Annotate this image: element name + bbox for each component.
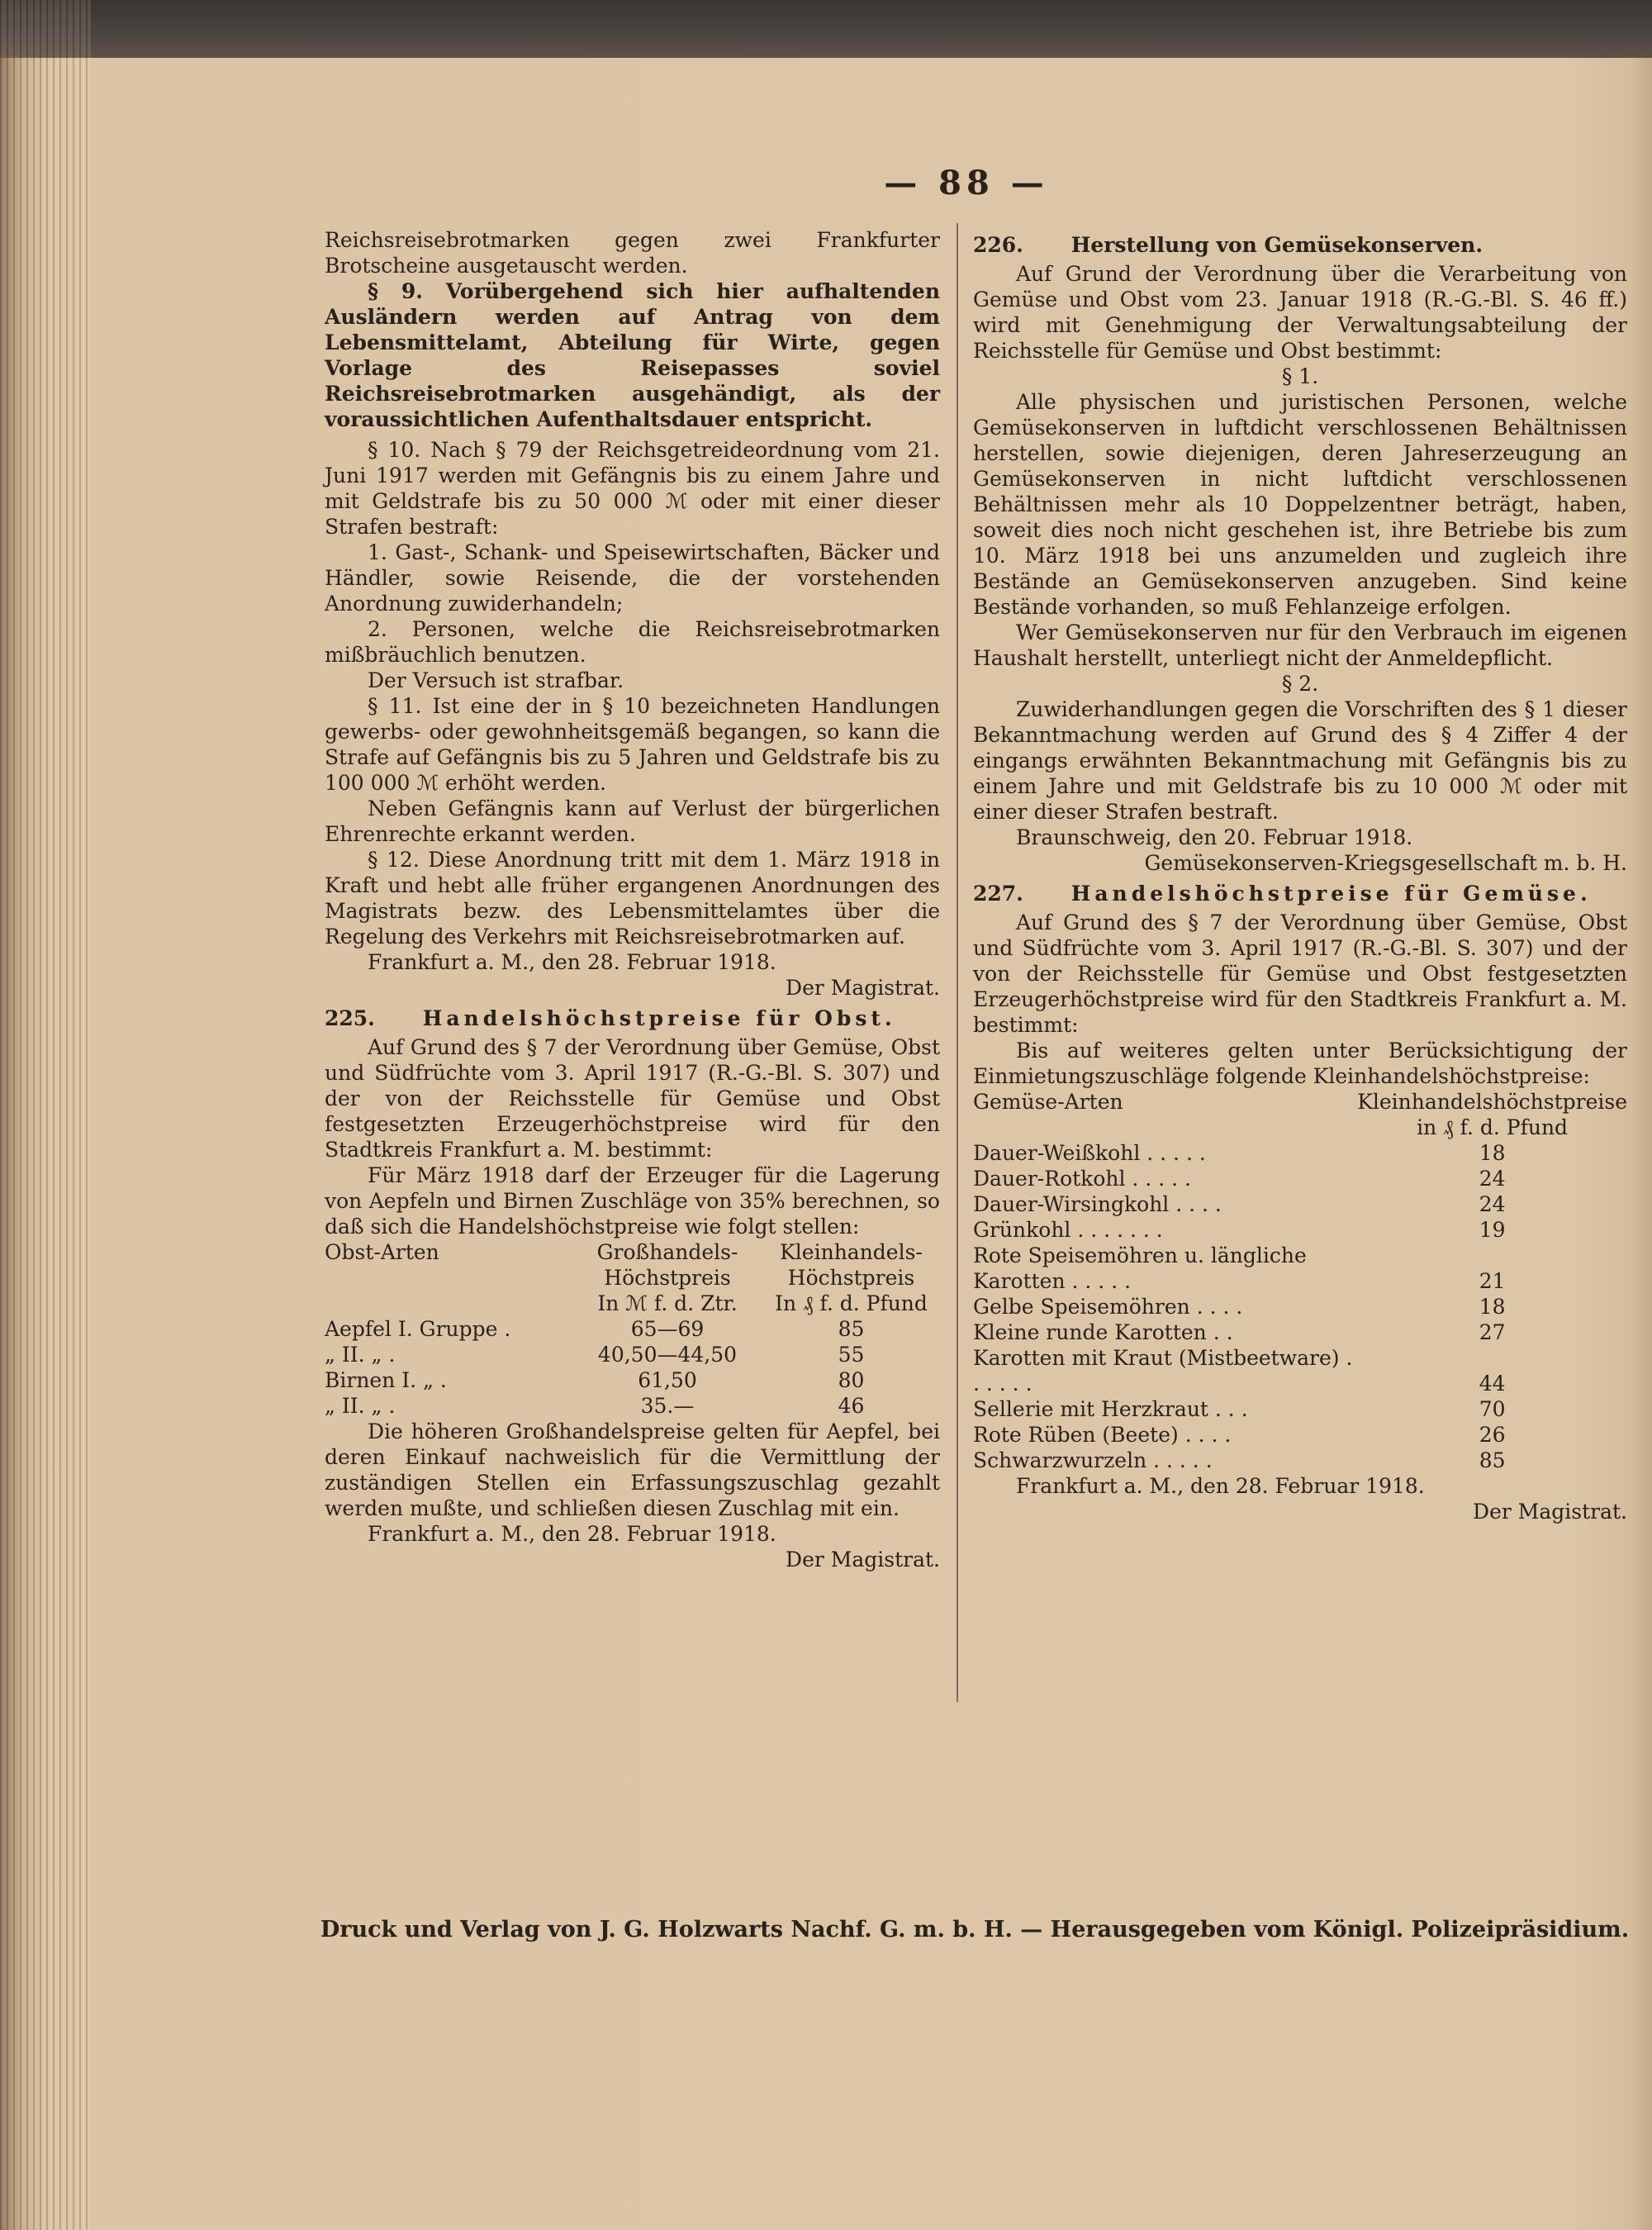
table-cell: 27 bbox=[1479, 1320, 1506, 1344]
table-header-cell: Kleinhandelshöchstpreise in ₰ f. d. Pfund bbox=[1357, 1090, 1627, 1139]
paragraph-10: § 10. Nach § 79 der Reichsgetreideordnung vom 21. Juni 1917 werden mit Gefängnis bis zu einem Jahre und mit Geldstrafe bis zu 50 000 ℳ oder mit einer dieser Strafen bestraft: bbox=[325, 438, 940, 539]
table-header-cell: Kleinhandels-Höchstpreis bbox=[780, 1240, 923, 1290]
section-number: 227. bbox=[973, 882, 1023, 906]
paragraph-10-item-2: 2. Personen, welche die Reichsreisebrotmarken mißbräuchlich benutzen. bbox=[325, 617, 940, 667]
section-226-paragraph-4: Zuwiderhandlungen gegen die Vorschriften des § 1 dieser Bekanntmachung werden auf Grund des § 4 Ziffer 4 der eingangs erwähnten Bekanntmachung mit Gefängnis bis zu einem Jahre und mit Geldstrafe bis zu 10 000 ℳ oder mit einer dieser Strafen bestraft. bbox=[973, 697, 1627, 824]
table-row bbox=[973, 1191, 1627, 1217]
table-cell: 46 bbox=[838, 1394, 865, 1418]
section-226-paragraph-1: Auf Grund der Verordnung über die Verarbeitung von Gemüse und Obst vom 23. Januar 1918 (R.-G.-Bl. S. 46 ff.) wird mit Genehmigung der Verwaltungsabteilung der Reichsstelle für Gemüse und Obst bestimmt: bbox=[973, 262, 1627, 363]
table-cell: Rote Speisemöhren u. längliche Karotten . . . . . bbox=[973, 1243, 1307, 1293]
paragraph-11: § 11. Ist eine der in § 10 bezeichneten Handlungen gewerbs- oder gewohnheitsgemäß begangen, so kann die Strafe auf Gefängnis bis zu 5 Jahren und Geldstrafe bis zu 100 000 ℳ erhöht werden. bbox=[325, 694, 940, 795]
table-row bbox=[973, 1422, 1627, 1448]
section-227-heading bbox=[973, 881, 1627, 906]
section-title: Handelshöchstpreise für Gemüse. bbox=[1070, 882, 1592, 906]
table-row bbox=[973, 1345, 1627, 1396]
table-cell: 44 bbox=[1479, 1372, 1506, 1396]
table-header-row bbox=[973, 1089, 1627, 1140]
table-cell: 80 bbox=[838, 1368, 865, 1392]
section-226-subsection-1: § 1. bbox=[1281, 364, 1319, 388]
table-header-row bbox=[325, 1239, 940, 1291]
table-cell: 24 bbox=[1479, 1167, 1506, 1191]
imprint-footer: Druck und Verlag von J. G. Holzwarts Nachf. G. m. b. H. — Herausgegeben vom Königl. Polizeipräsidium. bbox=[320, 1917, 1630, 1942]
section-226-paragraph-2: Alle physischen und juristischen Personen, welche Gemüsekonserven in luftdicht verschlossenen Behältnissen herstellen, sowie diejenigen, deren Jahreserzeugung an Gemüsekonserven in nicht luftdicht verschlossenen Behältnissen mehr als 10 Doppelzentner beträgt, haben, soweit dies noch nicht geschehen ist, ihre Betriebe bis zum 10. März 1918 bei uns anzumelden und zugleich ihre Bestände an Gemüsekonserven anzugeben. Sind keine Bestände vorhanden, so muß Fehlanzeige erfolgen. bbox=[973, 390, 1627, 619]
table-cell: 61,50 bbox=[638, 1368, 697, 1392]
left-column bbox=[325, 227, 940, 1572]
section-226-subsection-2: § 2. bbox=[1281, 672, 1319, 696]
table-cell: 35.— bbox=[640, 1394, 695, 1418]
table-cell: Dauer-Wirsingkohl . . . . bbox=[973, 1192, 1222, 1216]
table-row bbox=[973, 1448, 1627, 1473]
table-header-cell: Obst-Arten bbox=[325, 1240, 439, 1264]
table-cell: 18 bbox=[1479, 1295, 1506, 1319]
table-row bbox=[973, 1140, 1627, 1166]
fruit-price-table bbox=[325, 1239, 940, 1419]
table-row bbox=[973, 1294, 1627, 1319]
table-row bbox=[973, 1243, 1627, 1294]
table-cell: 40,50—44,50 bbox=[597, 1343, 738, 1367]
date-line: Frankfurt a. M., den 28. Februar 1918. bbox=[1016, 1474, 1425, 1498]
date-line: Frankfurt a. M., den 28. Februar 1918. bbox=[368, 950, 776, 974]
right-column bbox=[973, 227, 1627, 1524]
section-225-paragraph-3: Die höheren Großhandelspreise gelten für Aepfel, bei deren Einkauf nachweislich für die Vermittlung der zuständigen Stellen ein Erfassungszuschlag gezahlt werden mußte, und schließen diesen Zuschlag mit ein. bbox=[325, 1419, 940, 1520]
column-divider bbox=[957, 223, 958, 1702]
table-cell: Dauer-Weißkohl . . . . . bbox=[973, 1141, 1206, 1165]
table-row bbox=[325, 1342, 940, 1367]
date-line: Braunschweig, den 20. Februar 1918. bbox=[1016, 825, 1413, 849]
page-number: — 88 — bbox=[884, 164, 1049, 202]
table-cell: 65—69 bbox=[630, 1317, 705, 1341]
table-cell: Schwarzwurzeln . . . . . bbox=[973, 1448, 1213, 1472]
table-row bbox=[325, 1367, 940, 1393]
table-cell: Grünkohl . . . . . . . bbox=[973, 1218, 1163, 1242]
table-row bbox=[325, 1393, 940, 1419]
section-227-paragraph-2: Bis auf weiteres gelten unter Berücksichtigung der Einmietungszuschläge folgende Kleinhandelshöchstpreise: bbox=[973, 1039, 1627, 1088]
table-cell: 70 bbox=[1479, 1397, 1506, 1421]
section-226-paragraph-3: Wer Gemüsekonserven nur für den Verbrauch im eigenen Haushalt herstellt, unterliegt nicht der Anmeldepflicht. bbox=[973, 621, 1627, 670]
page-stack-edges bbox=[0, 0, 91, 2230]
table-header-cell: Gemüse-Arten bbox=[973, 1090, 1123, 1114]
table-cell: Dauer-Rotkohl . . . . . bbox=[973, 1167, 1191, 1191]
table-cell: Gelbe Speisemöhren . . . . bbox=[973, 1295, 1243, 1319]
signature: Der Magistrat. bbox=[786, 976, 940, 1000]
table-cell: „ II. „ . bbox=[325, 1394, 396, 1418]
paragraph-10-item-1: 1. Gast-, Schank- und Speisewirtschaften, Bäcker und Händler, sowie Reisende, die der vorstehenden Anordnung zuwiderhandeln; bbox=[325, 540, 940, 616]
table-row bbox=[325, 1316, 940, 1342]
table-row bbox=[973, 1166, 1627, 1191]
vegetable-price-table bbox=[973, 1089, 1627, 1473]
table-cell: 85 bbox=[838, 1317, 865, 1341]
section-225-heading bbox=[325, 1006, 940, 1031]
table-unit-cell: In ℳ f. d. Ztr. bbox=[597, 1291, 738, 1315]
section-number: 226. bbox=[973, 233, 1023, 257]
paragraph-11-additional: Neben Gefängnis kann auf Verlust der bürgerlichen Ehrenrechte erkannt werden. bbox=[325, 796, 940, 846]
table-cell: Rote Rüben (Beete) . . . . bbox=[973, 1423, 1232, 1447]
paragraph-12: § 12. Diese Anordnung tritt mit dem 1. März 1918 in Kraft und hebt alle früher ergangenen Anordnungen des Magistrats bezw. des Lebensmittelamtes über die Regelung des Verkehrs mit Reichsreisebrotmarken auf. bbox=[325, 848, 940, 949]
table-cell: 18 bbox=[1479, 1141, 1506, 1165]
table-unit-cell bbox=[325, 1291, 572, 1316]
table-cell: Aepfel I. Gruppe . bbox=[325, 1317, 511, 1341]
signature: Der Magistrat. bbox=[786, 1548, 940, 1571]
table-cell: Kleine runde Karotten . . bbox=[973, 1320, 1233, 1344]
table-cell: „ II. „ . bbox=[325, 1343, 396, 1367]
table-cell: Karotten mit Kraut (Mistbeetware) . . . . . . bbox=[973, 1346, 1353, 1396]
book-cover-edge bbox=[0, 0, 1652, 58]
section-227-paragraph-1: Auf Grund des § 7 der Verordnung über Gemüse, Obst und Südfrüchte vom 3. April 1917 (R.-G.-Bl. S. 307) und der von der Reichsstelle für Gemüse und Obst festgesetzten Erzeugerhöchstpreise wird für den Stadtkreis Frankfurt a. M. bestimmt: bbox=[973, 911, 1627, 1037]
section-225-paragraph-2: Für März 1918 darf der Erzeuger für die Lagerung von Aepfeln und Birnen Zuschläge von 35% berechnen, so daß sich die Handelshöchstpreise wie folgt stellen: bbox=[325, 1163, 940, 1239]
table-row bbox=[973, 1217, 1627, 1243]
table-unit-row bbox=[325, 1291, 940, 1316]
section-226-heading bbox=[973, 232, 1627, 258]
signature: Der Magistrat. bbox=[1473, 1500, 1627, 1524]
continued-paragraph: Reichsreisebrotmarken gegen zwei Frankfurter Brotscheine ausgetauscht werden. bbox=[325, 228, 940, 278]
table-cell: 21 bbox=[1479, 1269, 1506, 1293]
section-number: 225. bbox=[325, 1006, 375, 1030]
table-unit-cell: In ₰ f. d. Pfund bbox=[775, 1291, 928, 1315]
table-cell: 19 bbox=[1479, 1218, 1506, 1242]
paragraph-9: § 9. Vorübergehend sich hier aufhaltenden Ausländern werden auf Antrag von dem Lebensmittelamt, Abteilung für Wirte, gegen Vorlage des Reisepasses soviel Reichsreisebrotmarken ausgehändigt, als der voraussichtlichen Aufenthaltsdauer entspricht. bbox=[325, 279, 940, 431]
section-225-paragraph-1: Auf Grund des § 7 der Verordnung über Gemüse, Obst und Südfrüchte vom 3. April 1917 (R.-G.-Bl. S. 307) und der von der Reichsstelle für Gemüse und Obst festgesetzten Erzeugerhöchstpreise wird für den Stadtkreis Frankfurt a. M. bestimmt: bbox=[325, 1035, 940, 1162]
table-cell: 26 bbox=[1479, 1423, 1506, 1447]
section-title: Herstellung von Gemüsekonserven. bbox=[1070, 233, 1483, 257]
table-cell: 85 bbox=[1479, 1448, 1506, 1472]
table-header-cell: Großhandels-Höchstpreis bbox=[596, 1240, 738, 1290]
table-row bbox=[973, 1319, 1627, 1345]
table-cell: 24 bbox=[1479, 1192, 1506, 1216]
table-cell: Sellerie mit Herzkraut . . . bbox=[973, 1397, 1248, 1421]
date-line: Frankfurt a. M., den 28. Februar 1918. bbox=[368, 1522, 776, 1546]
table-row bbox=[973, 1396, 1627, 1422]
table-cell: 55 bbox=[838, 1343, 865, 1367]
table-cell: Birnen I. „ . bbox=[325, 1368, 447, 1392]
signature: Gemüsekonserven-Kriegsgesellschaft m. b. H. bbox=[1144, 851, 1627, 875]
paragraph-10-attempt: Der Versuch ist strafbar. bbox=[368, 668, 624, 692]
section-title: Handelshöchstpreise für Obst. bbox=[422, 1006, 896, 1030]
